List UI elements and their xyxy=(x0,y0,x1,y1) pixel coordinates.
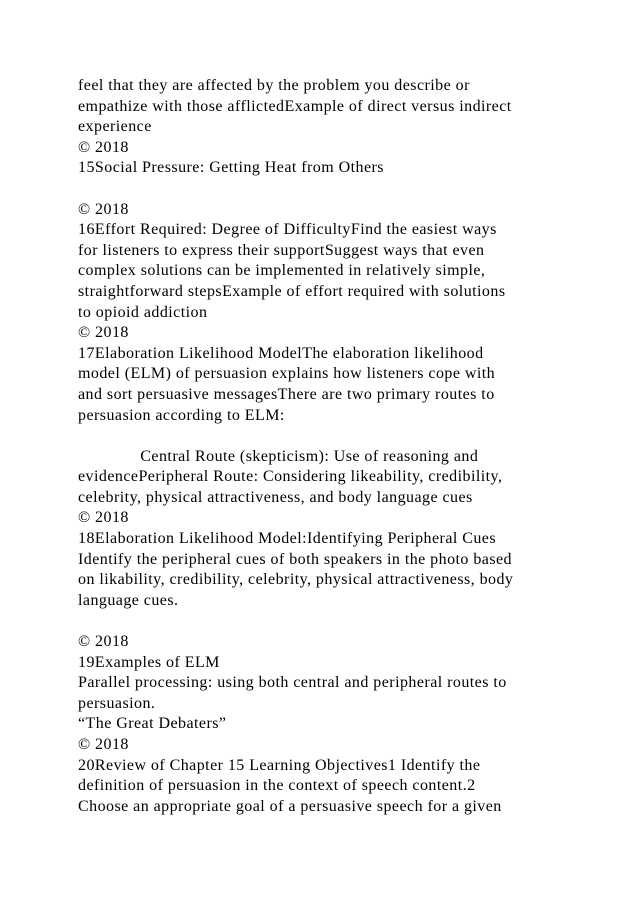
text-line: empathize with those afflictedExample of direct versus indirect xyxy=(78,97,512,115)
text-line: on likability, credibility, celebrity, physical attractiveness, body xyxy=(78,571,514,589)
text-line: Choose an appropriate goal of a persuasive speech for a given xyxy=(78,797,502,815)
text-line: celebrity, physical attractiveness, and body language cues xyxy=(78,488,473,506)
text-line: to opioid addiction xyxy=(78,303,208,321)
text-line: definition of persuasion in the context of speech content.2 xyxy=(78,777,476,795)
text-line: 20Review of Chapter 15 Learning Objectives1 Identify the xyxy=(78,756,481,774)
text-line: persuasion according to ELM: xyxy=(78,406,285,424)
text-line: 17Elaboration Likelihood ModelThe elaboration likelihood xyxy=(78,344,484,362)
text-line: © 2018 xyxy=(78,138,129,156)
text-line: 15Social Pressure: Getting Heat from Others xyxy=(78,159,384,177)
text-line: 18Elaboration Likelihood Model:Identifying Peripheral Cues xyxy=(78,530,497,548)
text-line: © 2018 xyxy=(78,509,129,527)
text-line: © 2018 xyxy=(78,633,129,651)
text-line: persuasion. xyxy=(78,694,156,712)
text-line xyxy=(78,179,618,200)
text-line xyxy=(78,426,618,447)
document-body-text xyxy=(78,76,618,817)
text-line: Identify the peripheral cues of both speakers in the photo based xyxy=(78,550,513,568)
text-line: model (ELM) of persuasion explains how listeners cope with xyxy=(78,365,496,383)
text-line: © 2018 xyxy=(78,200,129,218)
text-line: 16Effort Required: Degree of DifficultyFind the easiest ways xyxy=(78,221,497,239)
text-line: Central Route (skepticism): Use of reasoning and xyxy=(78,447,479,465)
text-line: Parallel processing: using both central and peripheral routes to xyxy=(78,674,507,692)
text-line: “The Great Debaters” xyxy=(78,715,227,733)
text-line: straightforward stepsExample of effort required with solutions xyxy=(78,282,506,300)
text-line: and sort persuasive messagesThere are two primary routes to xyxy=(78,385,495,403)
text-line: feel that they are affected by the problem you describe or xyxy=(78,77,470,94)
text-line: for listeners to express their supportSuggest ways that even xyxy=(78,241,485,259)
text-line xyxy=(78,611,618,632)
text-line: complex solutions can be implemented in relatively simple, xyxy=(78,262,486,280)
text-line: evidencePeripheral Route: Considering likeability, credibility, xyxy=(78,468,503,486)
text-line: © 2018 xyxy=(78,736,129,753)
text-line: language cues. xyxy=(78,591,179,609)
text-line: © 2018 xyxy=(78,324,129,342)
text-line: 19Examples of ELM xyxy=(78,653,220,671)
text-line: experience xyxy=(78,118,152,136)
